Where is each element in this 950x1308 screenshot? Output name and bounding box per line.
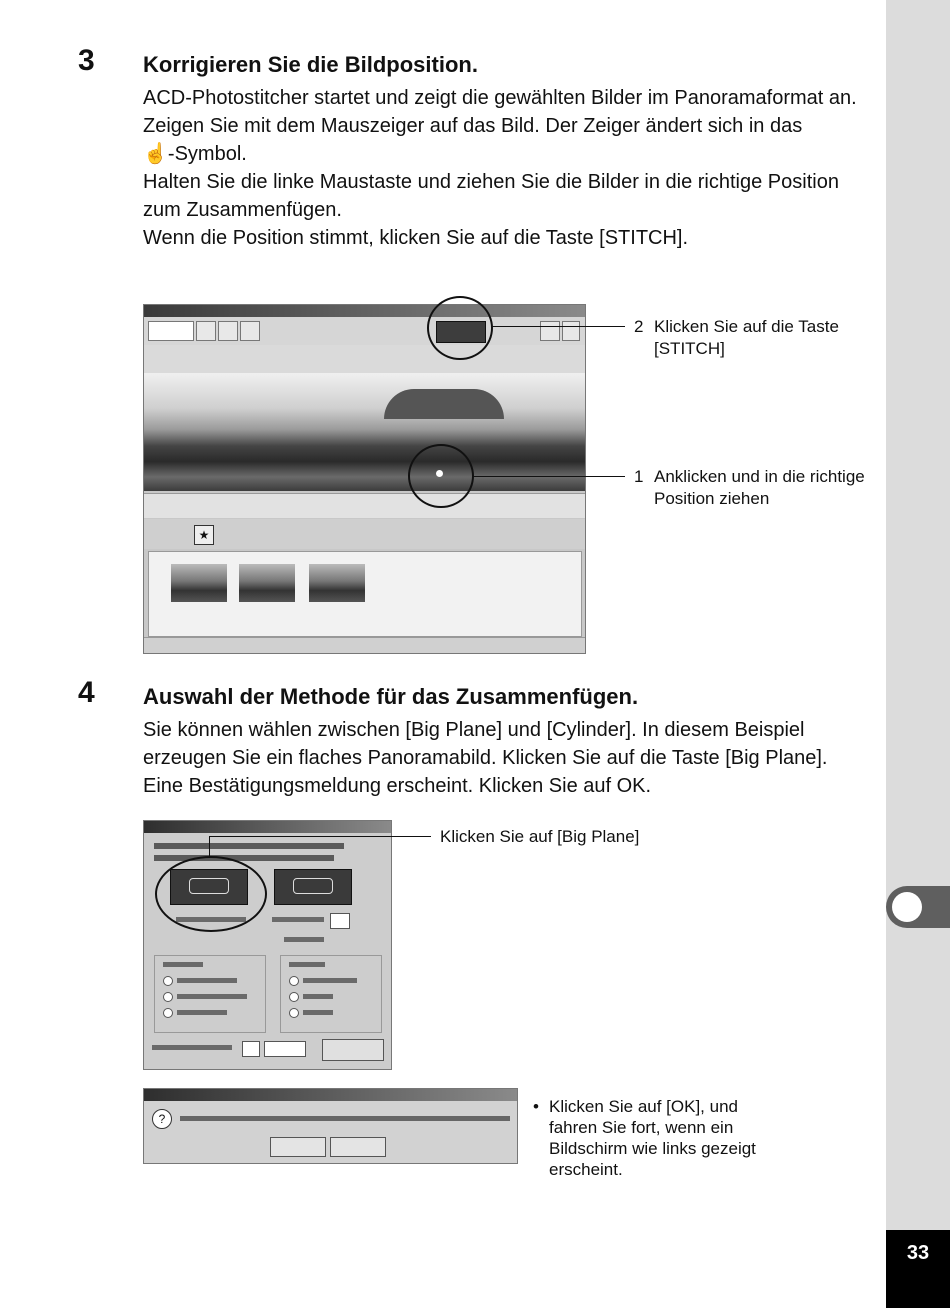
thumbnail [171, 564, 227, 602]
panorama-hill [384, 389, 504, 419]
step-4-body [143, 716, 878, 800]
color-swatch [242, 1041, 260, 1057]
bullet-text: Klicken Sie auf [OK], und fahren Sie fort, wenn ein Bildschirm wie links gezeigt erscheint. [549, 1097, 756, 1179]
dialog-titlebar [144, 821, 391, 833]
chapter-marker [886, 886, 950, 928]
callout-line [491, 326, 625, 327]
dialog-text-line [154, 843, 344, 849]
zoom-fit-icon [240, 321, 260, 341]
dialog-text-line [152, 1045, 232, 1050]
step-3-symbol-text: -Symbol. [167, 143, 247, 165]
star-icon: ★ [194, 525, 214, 545]
callout-number: 1 [634, 467, 644, 486]
dialog-text-line [180, 1116, 510, 1121]
step-3-number: 3 [78, 44, 95, 77]
step-3-title: Korrigieren Sie die Bildposition. [143, 52, 478, 77]
screenshot-toolbar [144, 317, 585, 346]
step-4-title: Auswahl der Methode für das Zusammenfügen. [143, 684, 639, 709]
screenshot-scrollbar [144, 493, 585, 518]
dialog-cancel-button [322, 1039, 384, 1061]
step-4-paragraph-2: Eine Bestätigungsmeldung erscheint. Klicken Sie auf OK. [143, 775, 652, 797]
zoom-field [148, 321, 194, 341]
blend-group [280, 955, 382, 1033]
callout-line [209, 836, 431, 837]
panorama-image [144, 373, 585, 491]
bullet-note [533, 1096, 756, 1179]
image-format-group [154, 955, 266, 1033]
thumbnail [309, 564, 365, 602]
toolbar-icon [540, 321, 560, 341]
dialog-text-line [154, 855, 334, 861]
chapter-side-tab [886, 0, 950, 1308]
callout-text: Anklicken und in die richtige Position ziehen [654, 467, 865, 508]
confirmation-dialog-screenshot [143, 1088, 518, 1164]
hand-pointer-icon: ☝ [143, 143, 168, 165]
thumbnail-strip [148, 551, 582, 637]
step-3-paragraph-5: Wenn die Position stimmt, klicken Sie auf die Taste [STITCH]. [143, 227, 689, 249]
callout-line [472, 476, 625, 477]
chapter-marker-dot [892, 892, 922, 922]
photostitcher-screenshot [143, 304, 586, 654]
stitch-highlight-circle [427, 296, 493, 360]
screenshot-titlebar [144, 305, 585, 317]
big-plane-highlight-circle [155, 856, 267, 932]
callout-number: 2 [634, 317, 644, 336]
step-3-paragraph-3 [143, 140, 878, 168]
zoom-out-icon [218, 321, 238, 341]
question-icon: ? [152, 1109, 172, 1129]
dialog-titlebar [144, 1089, 517, 1101]
ok-button [270, 1137, 326, 1157]
stitch-method-dialog-screenshot [143, 820, 392, 1070]
cylinder-button [274, 869, 352, 905]
screenshot-panel [144, 345, 585, 373]
toolbar-icon [562, 321, 580, 341]
width-field [330, 913, 350, 929]
step-3-body [143, 84, 878, 252]
dialog-text-line [284, 937, 324, 942]
callout-text: Klicken Sie auf die Taste [STITCH] [654, 317, 839, 358]
step-4-paragraph-1: Sie können wählen zwischen [Big Plane] und [Cylinder]. In diesem Beispiel erzeugen Sie ein flaches Panoramabild. Klicken Sie auf die Taste [Big Plane]. [143, 719, 828, 769]
zoom-in-icon [196, 321, 216, 341]
step-3-paragraph-4: Halten Sie die linke Maustaste und ziehen Sie die Bilder in die richtige Position zum Zusammenfügen. [143, 171, 839, 221]
dialog-text-line [272, 917, 324, 922]
screenshot-statusbar [144, 637, 585, 654]
color-select [264, 1041, 306, 1057]
drag-point [436, 470, 443, 477]
thumbnail [239, 564, 295, 602]
step-3-paragraph-2: Zeigen Sie mit dem Mauszeiger auf das Bild. Der Zeiger ändert sich in das [143, 115, 803, 137]
step-3-paragraph-1: ACD-Photostitcher startet und zeigt die gewählten Bilder im Panoramaformat an. [143, 87, 857, 109]
cancel-button [330, 1137, 386, 1157]
bullet-icon: • [533, 1097, 539, 1116]
callout-big-plane: Klicken Sie auf [Big Plane] [440, 827, 640, 846]
callout-line [209, 836, 210, 858]
step-4-number: 4 [78, 676, 95, 709]
page-number: 33 [886, 1230, 950, 1308]
screenshot-view-bar [144, 519, 585, 549]
